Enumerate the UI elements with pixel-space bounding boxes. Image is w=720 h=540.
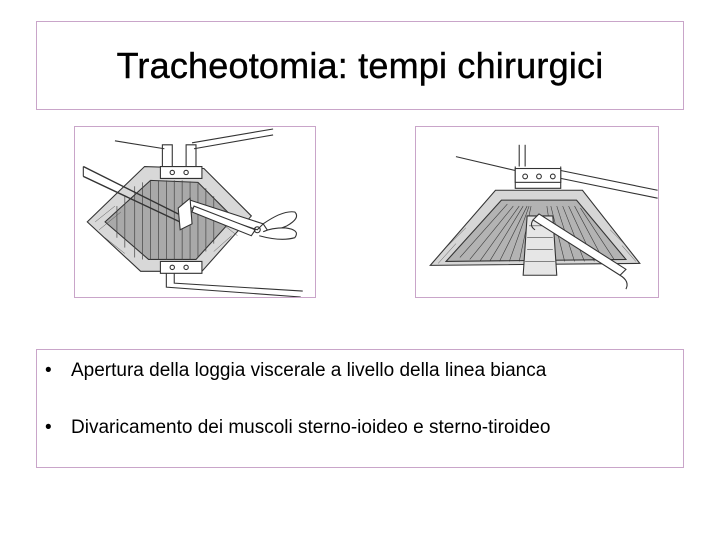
bullet-text: Apertura della loggia viscerale a livello della linea bianca — [71, 360, 547, 381]
bullet-marker: • — [45, 360, 52, 381]
bullet-list-box — [36, 349, 684, 468]
bullet-text: Divaricamento dei muscoli sterno-ioideo e sterno-tiroideo — [71, 417, 551, 438]
bullet-marker: • — [45, 417, 52, 438]
illustration-incision — [74, 126, 316, 298]
slide-title: Tracheotomia: tempi chirurgici — [116, 44, 604, 86]
title-box — [36, 21, 684, 110]
illustration-retraction-drawing — [416, 127, 658, 297]
bullet-item — [45, 360, 546, 382]
illustration-retraction — [415, 126, 659, 298]
illustration-incision-drawing — [75, 127, 315, 297]
bullet-item — [45, 417, 550, 439]
